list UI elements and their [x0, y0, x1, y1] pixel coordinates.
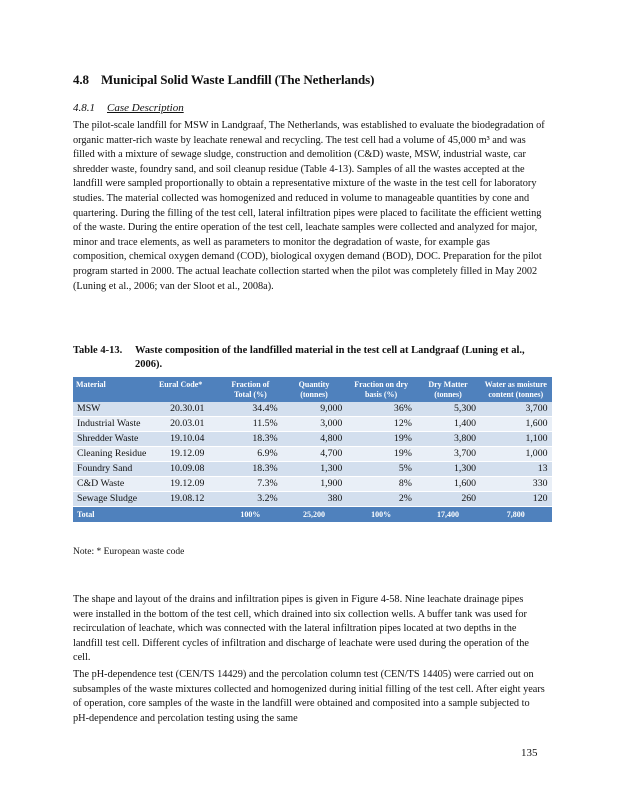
- cell-fraction-total: 18.3%: [219, 432, 282, 447]
- cell-quantity: 9,000: [282, 402, 347, 417]
- total-label: Total: [73, 507, 155, 523]
- cell-material: Industrial Waste: [73, 417, 155, 432]
- header-quantity: Quantity (tonnes): [282, 377, 347, 402]
- cell-eural: 19.12.09: [155, 477, 219, 492]
- section-title: Municipal Solid Waste Landfill (The Netherlands): [100, 72, 375, 87]
- subsection-number: 4.8.1: [73, 102, 95, 114]
- cell-dry-matter: 1,400: [416, 417, 480, 432]
- cell-water: 1,600: [480, 417, 551, 432]
- header-material: Material: [73, 377, 155, 402]
- cell-fraction-dry: 36%: [346, 402, 416, 417]
- cell-material: C&D Waste: [73, 477, 155, 492]
- total-fraction-total: 100%: [219, 507, 282, 523]
- cell-dry-matter: 260: [416, 492, 480, 507]
- cell-eural: 20.03.01: [155, 417, 219, 432]
- total-quantity: 25,200: [282, 507, 347, 523]
- cell-quantity: 4,700: [282, 447, 347, 462]
- cell-eural: 19.10.04: [155, 432, 219, 447]
- table-row: [73, 462, 552, 477]
- cell-quantity: 380: [282, 492, 347, 507]
- cell-quantity: 1,300: [282, 462, 347, 477]
- table-caption: [73, 344, 553, 372]
- section-heading: [73, 72, 374, 88]
- header-fraction-total: Fraction of Total (%): [219, 377, 282, 402]
- cell-material: Shredder Waste: [73, 432, 155, 447]
- cell-dry-matter: 1,300: [416, 462, 480, 477]
- header-dry-matter: Dry Matter (tonnes): [416, 377, 480, 402]
- cell-water: 13: [480, 462, 551, 477]
- cell-water: 330: [480, 477, 551, 492]
- table-caption-line2: 2006).: [135, 359, 163, 370]
- table-row: [73, 492, 552, 507]
- header-fraction-dry: Fraction on dry basis (%): [346, 377, 416, 402]
- waste-composition-table: [73, 377, 552, 522]
- cell-fraction-dry: 5%: [346, 462, 416, 477]
- subsection-title: Case Description: [107, 102, 184, 114]
- cell-quantity: 4,800: [282, 432, 347, 447]
- cell-fraction-dry: 8%: [346, 477, 416, 492]
- cell-eural: 19.12.09: [155, 447, 219, 462]
- cell-fraction-dry: 19%: [346, 432, 416, 447]
- total-water: 7,800: [480, 507, 551, 523]
- cell-material: Sewage Sludge: [73, 492, 155, 507]
- cell-fraction-dry: 2%: [346, 492, 416, 507]
- cell-fraction-total: 11.5%: [219, 417, 282, 432]
- cell-quantity: 3,000: [282, 417, 347, 432]
- table-row: [73, 402, 552, 417]
- cell-material: MSW: [73, 402, 155, 417]
- cell-water: 120: [480, 492, 551, 507]
- cell-dry-matter: 3,800: [416, 432, 480, 447]
- table-caption-line1: Waste composition of the landfilled material in the test cell at Landgraaf (Luning et al.,: [135, 345, 525, 356]
- cell-fraction-dry: 12%: [346, 417, 416, 432]
- cell-eural: 20.30.01: [155, 402, 219, 417]
- cell-fraction-total: 3.2%: [219, 492, 282, 507]
- cell-fraction-total: 6.9%: [219, 447, 282, 462]
- cell-dry-matter: 3,700: [416, 447, 480, 462]
- cell-fraction-dry: 19%: [346, 447, 416, 462]
- header-water: Water as moisture content (tonnes): [480, 377, 551, 402]
- cell-quantity: 1,900: [282, 477, 347, 492]
- cell-water: 3,700: [480, 402, 551, 417]
- page-number: 135: [521, 747, 538, 759]
- table-row: [73, 447, 552, 462]
- table-total-row: [73, 507, 552, 523]
- total-eural-empty: [155, 507, 219, 523]
- cell-dry-matter: 5,300: [416, 402, 480, 417]
- paragraph-case-description: The pilot‐scale landfill for MSW in Landgraaf, The Netherlands, was established to evaluate the biodegradation of organic matter‐rich waste by leachate renewal and recycling. The test cell had a volume of 45,000 m³ and was filled with a mixture of sewage sludge, construction and demolition (C&D) waste, MSW, industrial waste, car shredder waste, foundry sand, and soil cleanup residue (Table 4‐13). Samples of all the wastes accepted at the landfill were sampled proportionally to obtain a representative mixture of the waste in the test cell for laboratory studies. The material collected was homogenized and reduced in volume to manageable quantities by cone and quartering. During the filling of the test cell, lateral infiltration pipes were placed to facilitate the efficient wetting of the waste. During the entire operation of the test cell, leachate samples were collected and analyzed for major, minor and trace elements, as well as parameters to monitor the degradation of waste, for example gas composition, chemical oxygen demand (COD), biological oxygen demand (BOD), DOC. Preparation for the pilot program started in 2000. The actual leachate collection started when the pilot was completely filled in May 2002 (Luning et al., 2006; van der Sloot et al., 2008a).: [73, 120, 545, 292]
- cell-dry-matter: 1,600: [416, 477, 480, 492]
- table-label: Table 4‐13.: [73, 345, 123, 356]
- cell-material: Cleaning Residue: [73, 447, 155, 462]
- cell-eural: 19.08.12: [155, 492, 219, 507]
- table-row: [73, 417, 552, 432]
- paragraph-ph-dependence: The pH‐dependence test (CEN/TS 14429) and the percolation column test (CEN/TS 14405) were carried out on subsamples of the waste mixtures collected and homogenized during initial filling of the test cell. After eight years of operation, core samples of the waste in the landfill were obtained and composited into a sample subjected to pH‐dependence and percolation testing using the same: [73, 669, 545, 724]
- cell-fraction-total: 18.3%: [219, 462, 282, 477]
- table-row: [73, 477, 552, 492]
- table-note: Note: * European waste code: [73, 547, 185, 557]
- table-header-row: [73, 377, 552, 402]
- table-row: [73, 432, 552, 447]
- subsection-heading: [73, 102, 215, 114]
- header-eural-code: Eural Code*: [155, 377, 219, 402]
- total-fraction-dry: 100%: [346, 507, 416, 523]
- total-dry-matter: 17,400: [416, 507, 480, 523]
- cell-material: Foundry Sand: [73, 462, 155, 477]
- cell-water: 1,100: [480, 432, 551, 447]
- cell-fraction-total: 7.3%: [219, 477, 282, 492]
- cell-eural: 10.09.08: [155, 462, 219, 477]
- section-number: 4.8: [73, 72, 89, 87]
- cell-water: 1,000: [480, 447, 551, 462]
- paragraph-drains-layout: The shape and layout of the drains and infiltration pipes is given in Figure 4‐58. Nine leachate drainage pipes were installed in the bottom of the test cell, which drained into six collection wells. A buffer tank was used for recirculation of leachate, which was connected with the lateral infiltration pipes located at two depths in the landfill test cell. Different cycles of infiltration and discharge of leachate were used during the operation of the cell.: [73, 594, 529, 664]
- cell-fraction-total: 34.4%: [219, 402, 282, 417]
